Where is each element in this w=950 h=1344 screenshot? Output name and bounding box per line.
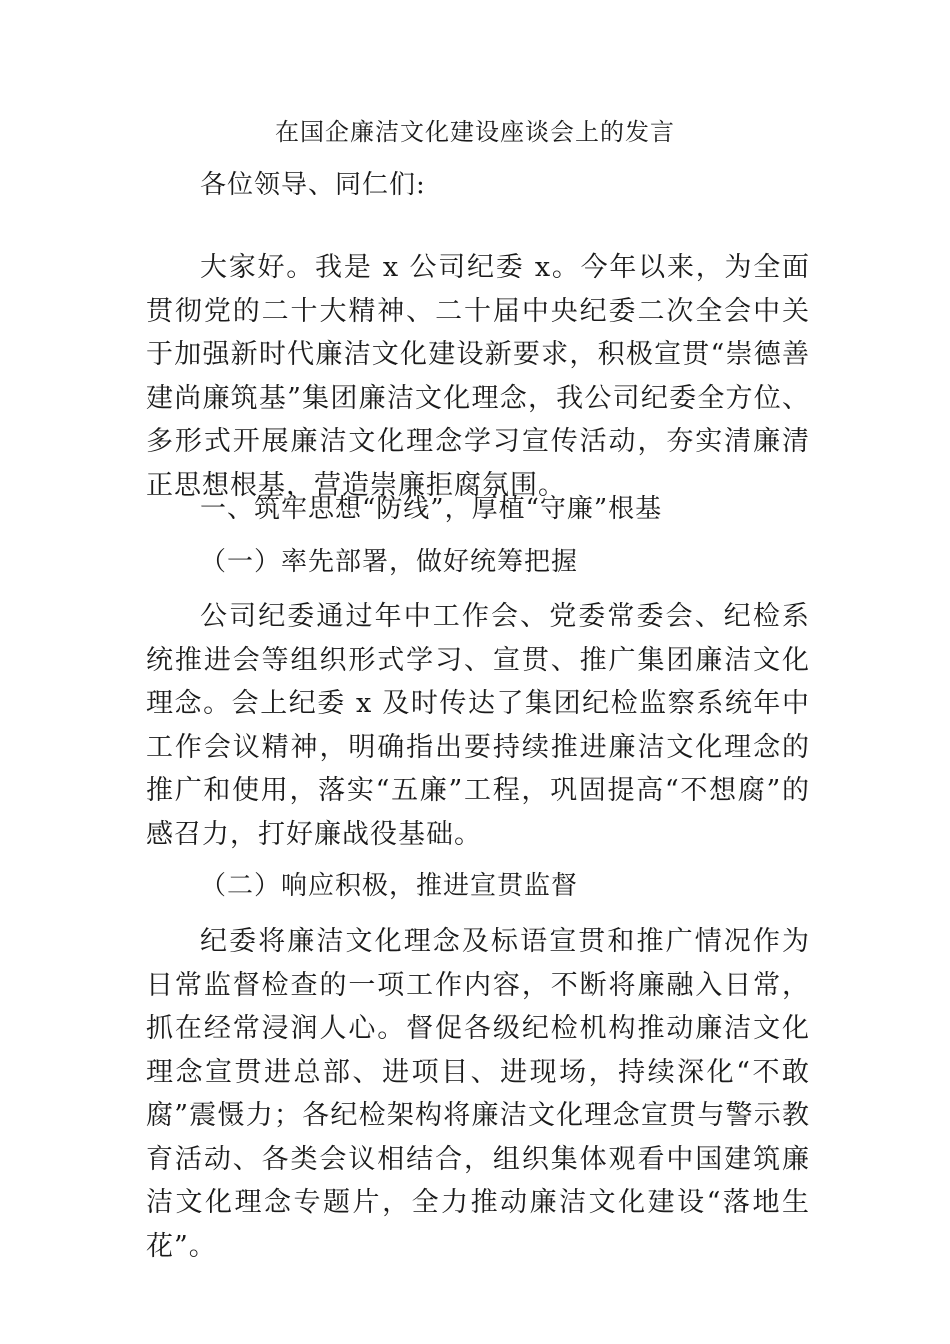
- document-title: 在国企廉洁文化建设座谈会上的发言: [275, 118, 675, 146]
- subsection-2-body: 纪委将廉洁文化理念及标语宣贯和推广情况作为日常监督检查的一项工作内容，不断将廉融入日常，抓在经常浸润人心。督促各级纪检机构推动廉洁文化理念宣贯进总部、进项目、进现场，持续深化“不敢腐”震慑力；各纪检架构将廉洁文化理念宣贯与警示教育活动、各类会议相结合，组织集体观看中国建筑廉洁文化理念专题片，全力推动廉洁文化建设“落地生花”。: [146, 926, 810, 1262]
- subsection-1-heading: （一）率先部署，做好统筹把握: [200, 547, 579, 577]
- salutation: 各位领导、同仁们:: [200, 170, 426, 200]
- section-1-heading: 一、筑牢思想“防线”，厚植“守廉”根基: [200, 494, 663, 524]
- subsection-1-body: 公司纪委通过年中工作会、党委常委会、纪检系统推进会等组织形式学习、宣贯、推广集团廉洁文化理念。会上纪委 x 及时传达了集团纪检监察系统年中工作会议精神，明确指出要持续推进廉洁文化理念的推广和使用，落实“五廉”工程，巩固提高“不想腐”的感召力，打好廉战役基础。: [146, 601, 810, 850]
- intro-paragraph: 大家好。我是 x 公司纪委 x。今年以来，为全面贯彻党的二十大精神、二十届中央纪委二次全会中关于加强新时代廉洁文化建设新要求，积极宣贯“崇德善建尚廉筑基”集团廉洁文化理念，我公司纪委全方位、多形式开展廉洁文化理念学习宣传活动，夯实清廉清正思想根基，营造崇廉拒腐氛围。: [146, 252, 810, 501]
- subsection-2-heading: （二）响应积极，推进宣贯监督: [200, 871, 579, 901]
